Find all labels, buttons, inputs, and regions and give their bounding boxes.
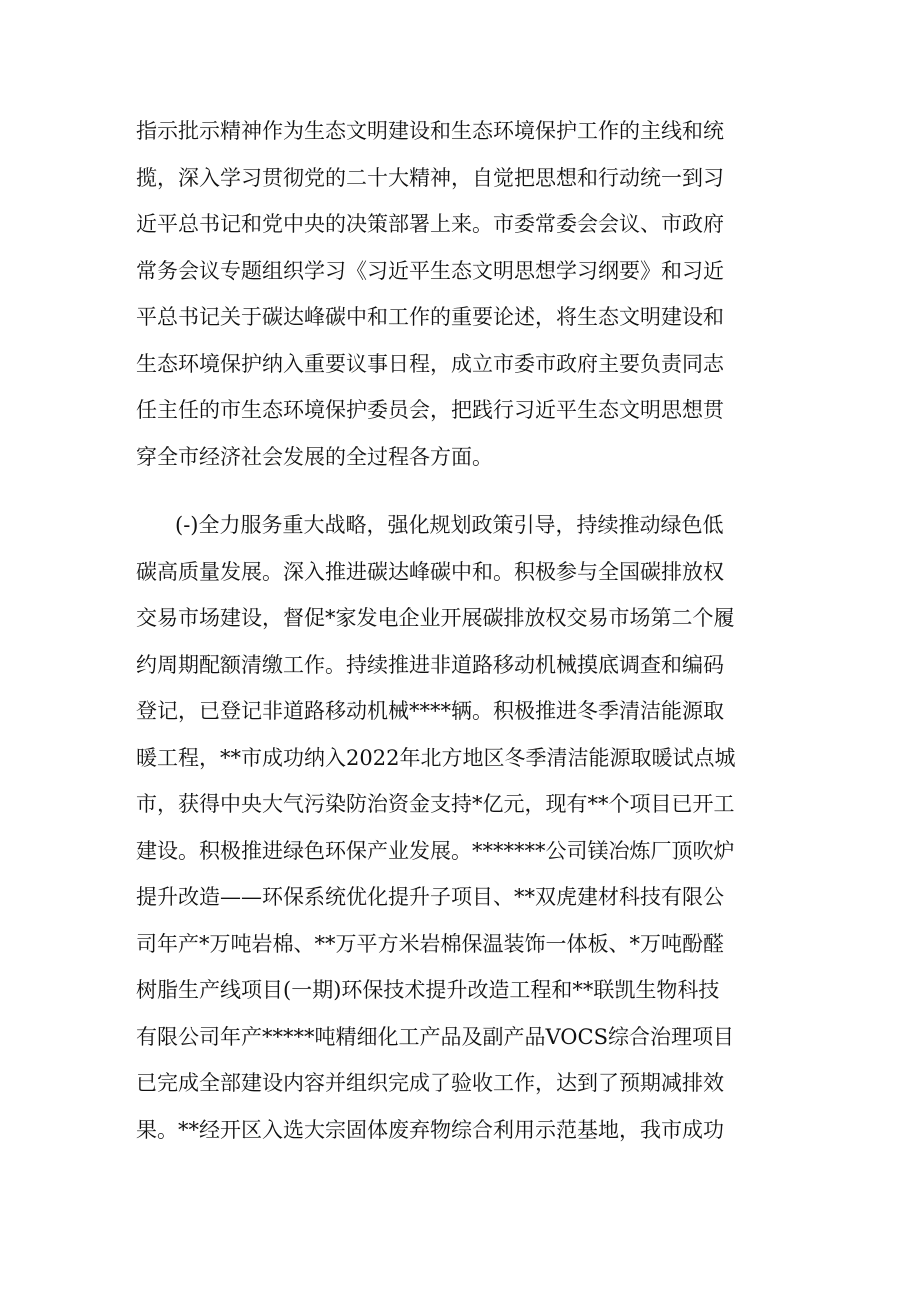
text-line: 平总书记关于碳达峰碳中和工作的重要论述，将生态文明建设和	[136, 305, 724, 329]
text-line: 市，获得中央大气污染防治资金支持*亿元，现有**个项目已开工	[136, 792, 735, 816]
text-line: 揽，深入学习贯彻党的二十大精神，自觉把思想和行动统一到习	[136, 165, 724, 190]
text-line: 有限公司年产*****吨精细化工产品及副产品VOCS综合治理项目	[136, 1024, 734, 1049]
text-line: 交易市场建设，督促*家发电企业开展碳排放权交易市场第二个履	[136, 606, 735, 630]
text-line: 果。**经开区入选大宗固体废弃物综合利用示范基地，我市成功	[136, 1117, 724, 1142]
text-line-indented: (-)全力服务重大战略，强化规划政策引导，持续推动绿色低	[175, 513, 724, 537]
text-line: 登记，已登记非道路移动机械****辆。积极推进冬季清洁能源取	[136, 699, 724, 723]
text-line: 司年产*万吨岩棉、**万平方米岩棉保温装饰一体板、*万吨酚醛	[136, 931, 724, 956]
text-line: 约周期配额清缴工作。持续推进非道路移动机械摸底调查和编码	[136, 652, 724, 677]
text-line: 常务会议专题组织学习《习近平生态文明思想学习纲要》和习近	[136, 258, 724, 283]
paragraph-gap	[136, 480, 791, 502]
text-line: 近平总书记和党中央的决策部署上来。市委常委会会议、市政府	[136, 212, 724, 236]
text-line: 树脂生产线项目(一期)环保技术提升改造工程和**联凯生物科技	[136, 978, 720, 1002]
text-line: 任主任的市生态环境保护委员会，把践行习近平生态文明思想贯	[136, 398, 724, 422]
text-line: 穿全市经济社会发展的全过程各方面。	[136, 444, 493, 469]
paragraph-2	[136, 502, 791, 1153]
text-line: 指示批示精神作为生态文明建设和生态环境保护工作的主线和统	[136, 119, 724, 143]
text-line: 暖工程，**市成功纳入2022年北方地区冬季清洁能源取暖试点城	[136, 745, 736, 770]
text-line: 已完成全部建设内容并组织完成了验收工作，达到了预期减排效	[136, 1071, 724, 1095]
document-body	[136, 108, 791, 1153]
text-line: 建设。积极推进绿色环保产业发展。*******公司镁冶炼厂顶吹炉	[136, 838, 735, 863]
text-line: 生态环境保护纳入重要议事日程，成立市委市政府主要负责同志	[136, 351, 724, 376]
paragraph-1	[136, 108, 791, 480]
text-line: 提升改造——环保系统优化提升子项目、**双虎建材科技有限公	[136, 885, 724, 909]
text-line: 碳高质量发展。深入推进碳达峰碳中和。积极参与全国碳排放权	[136, 559, 724, 584]
